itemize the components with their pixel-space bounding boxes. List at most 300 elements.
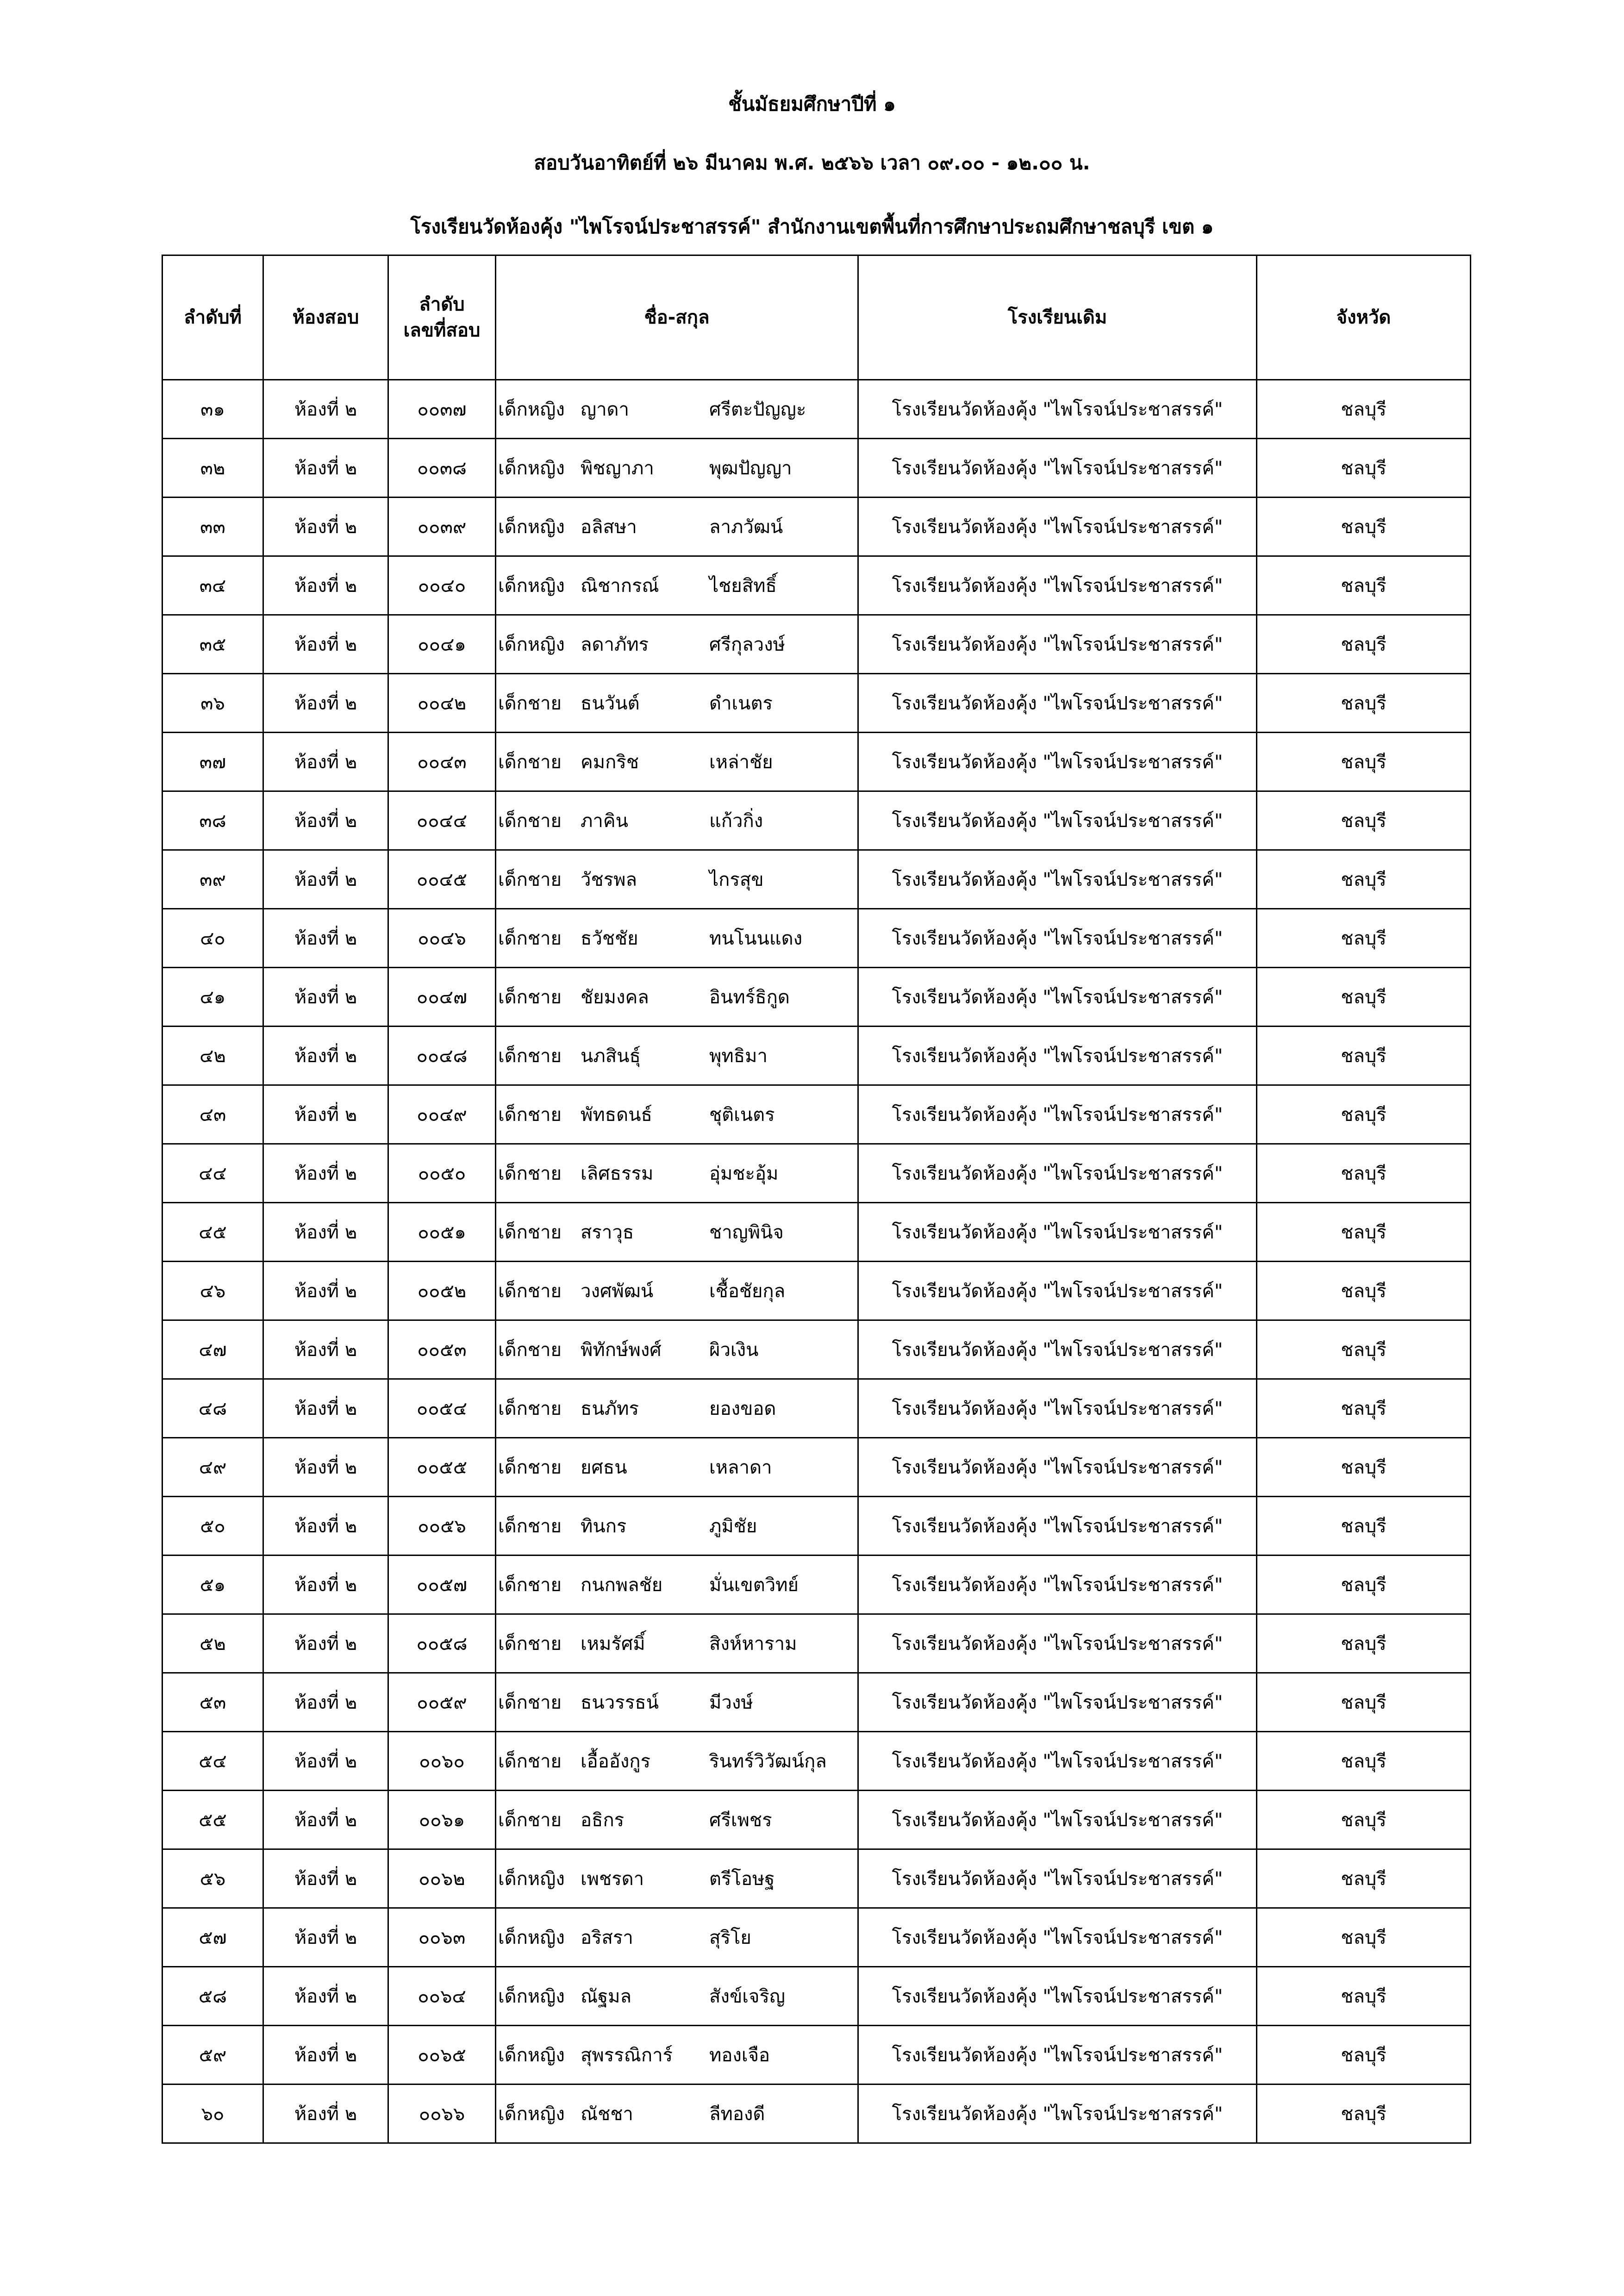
last-name: อินทร์ธิกูด — [709, 987, 790, 1008]
cell-name — [496, 1027, 858, 1085]
cell-province: ชลบุรี — [1257, 1144, 1471, 1203]
cell-province: ชลบุรี — [1257, 439, 1471, 498]
cell-no: ๓๔ — [162, 556, 263, 615]
cell-seat: ๐๐๖๐ — [388, 1732, 496, 1791]
table-row — [162, 1908, 1471, 1967]
cell-name — [496, 1438, 858, 1497]
cell-school: โรงเรียนวัดห้องคุ้ง "ไพโรจน์ประชาสรรค์" — [858, 674, 1257, 733]
cell-seat: ๐๐๕๒ — [388, 1262, 496, 1320]
name-prefix: เด็กชาย — [498, 1810, 562, 1831]
cell-province: ชลบุรี — [1257, 1556, 1471, 1614]
first-name: ญาดา — [581, 399, 629, 420]
cell-school: โรงเรียนวัดห้องคุ้ง "ไพโรจน์ประชาสรรค์" — [858, 1379, 1257, 1438]
cell-no: ๓๒ — [162, 439, 263, 498]
cell-name — [496, 674, 858, 733]
name-prefix: เด็กชาย — [498, 1339, 562, 1361]
cell-no: ๔๕ — [162, 1203, 263, 1262]
cell-room: ห้องที่ ๒ — [263, 2026, 388, 2084]
first-name: ลดาภัทร — [581, 634, 649, 655]
last-name: ยองขอด — [709, 1398, 776, 1419]
table-row — [162, 733, 1471, 791]
first-name: สราวุธ — [581, 1222, 634, 1243]
first-name: พิทักษ์พงศ์ — [581, 1339, 662, 1361]
table-row — [162, 2026, 1471, 2084]
name-prefix: เด็กชาย — [498, 1281, 562, 1302]
cell-name — [496, 1497, 858, 1556]
cell-seat: ๐๐๕๗ — [388, 1556, 496, 1614]
cell-no: ๖๐ — [162, 2084, 263, 2143]
cell-no: ๓๘ — [162, 791, 263, 850]
last-name: ลาภวัฒน์ — [709, 516, 783, 538]
cell-room: ห้องที่ ๒ — [263, 909, 388, 968]
cell-room: ห้องที่ ๒ — [263, 1379, 388, 1438]
cell-name — [496, 733, 858, 791]
first-name: เลิศธรรม — [581, 1163, 654, 1184]
name-prefix: เด็กชาย — [498, 693, 562, 714]
cell-school: โรงเรียนวัดห้องคุ้ง "ไพโรจน์ประชาสรรค์" — [858, 1967, 1257, 2026]
cell-no: ๕๐ — [162, 1497, 263, 1556]
table-row — [162, 1438, 1471, 1497]
last-name: ลีทองดี — [709, 2103, 765, 2125]
cell-school: โรงเรียนวัดห้องคุ้ง "ไพโรจน์ประชาสรรค์" — [858, 380, 1257, 439]
cell-school: โรงเรียนวัดห้องคุ้ง "ไพโรจน์ประชาสรรค์" — [858, 733, 1257, 791]
cell-name — [496, 556, 858, 615]
table-row — [162, 1203, 1471, 1262]
cell-province: ชลบุรี — [1257, 791, 1471, 850]
cell-seat: ๐๐๔๒ — [388, 674, 496, 733]
first-name: ยศธน — [581, 1457, 627, 1478]
first-name: วงศพัฒน์ — [581, 1281, 654, 1302]
cell-school: โรงเรียนวัดห้องคุ้ง "ไพโรจน์ประชาสรรค์" — [858, 1320, 1257, 1379]
cell-name — [496, 909, 858, 968]
cell-school: โรงเรียนวัดห้องคุ้ง "ไพโรจน์ประชาสรรค์" — [858, 439, 1257, 498]
cell-province: ชลบุรี — [1257, 850, 1471, 909]
table-row — [162, 1732, 1471, 1791]
first-name: ธนภัทร — [581, 1398, 639, 1419]
table-row — [162, 439, 1471, 498]
first-name: คมกริช — [581, 752, 639, 773]
table-row — [162, 1791, 1471, 1849]
cell-room: ห้องที่ ๒ — [263, 498, 388, 556]
name-prefix: เด็กหญิง — [498, 634, 565, 655]
table-row — [162, 615, 1471, 674]
cell-school: โรงเรียนวัดห้องคุ้ง "ไพโรจน์ประชาสรรค์" — [858, 1203, 1257, 1262]
exam-roster-table — [162, 255, 1471, 2144]
first-name: สุพรรณิการ์ — [581, 2045, 673, 2066]
table-row — [162, 1673, 1471, 1732]
cell-room: ห้องที่ ๒ — [263, 2084, 388, 2143]
header-name: ชื่อ-สกุล — [496, 255, 858, 380]
last-name: ภูมิชัย — [709, 1516, 757, 1537]
table-body — [162, 380, 1471, 2143]
cell-seat: ๐๐๖๑ — [388, 1791, 496, 1849]
header-province: จังหวัด — [1257, 255, 1471, 380]
cell-name — [496, 1320, 858, 1379]
cell-room: ห้องที่ ๒ — [263, 1967, 388, 2026]
cell-seat: ๐๐๕๐ — [388, 1144, 496, 1203]
first-name: อลิสษา — [581, 516, 637, 538]
first-name: เหมรัศมิ์ — [581, 1633, 645, 1655]
cell-name — [496, 791, 858, 850]
cell-province: ชลบุรี — [1257, 968, 1471, 1027]
cell-room: ห้องที่ ๒ — [263, 968, 388, 1027]
cell-seat: ๐๐๓๙ — [388, 498, 496, 556]
cell-name — [496, 615, 858, 674]
first-name: ณัฐมล — [581, 1986, 632, 2007]
cell-seat: ๐๐๔๔ — [388, 791, 496, 850]
cell-no: ๔๙ — [162, 1438, 263, 1497]
last-name: ชุติเนตร — [709, 1104, 775, 1126]
table-row — [162, 1967, 1471, 2026]
last-name: สิงห์หาราม — [709, 1633, 797, 1655]
table-row — [162, 1614, 1471, 1673]
name-prefix: เด็กชาย — [498, 1574, 562, 1596]
cell-school: โรงเรียนวัดห้องคุ้ง "ไพโรจน์ประชาสรรค์" — [858, 1262, 1257, 1320]
cell-province: ชลบุรี — [1257, 498, 1471, 556]
name-prefix: เด็กชาย — [498, 1222, 562, 1243]
name-prefix: เด็กชาย — [498, 1104, 562, 1126]
cell-province: ชลบุรี — [1257, 556, 1471, 615]
cell-no: ๕๕ — [162, 1791, 263, 1849]
table-row — [162, 1320, 1471, 1379]
cell-name — [496, 1673, 858, 1732]
cell-province: ชลบุรี — [1257, 1027, 1471, 1085]
cell-province: ชลบุรี — [1257, 733, 1471, 791]
cell-room: ห้องที่ ๒ — [263, 1085, 388, 1144]
cell-room: ห้องที่ ๒ — [263, 1262, 388, 1320]
cell-room: ห้องที่ ๒ — [263, 791, 388, 850]
cell-seat: ๐๐๖๔ — [388, 1967, 496, 2026]
cell-name — [496, 1732, 858, 1791]
table-row — [162, 498, 1471, 556]
first-name: ทินกร — [581, 1516, 627, 1537]
last-name: อุ่มชะอุ้ม — [709, 1163, 779, 1184]
cell-province: ชลบุรี — [1257, 1438, 1471, 1497]
first-name: เพชรดา — [581, 1868, 644, 1890]
cell-seat: ๐๐๔๓ — [388, 733, 496, 791]
name-prefix: เด็กชาย — [498, 1398, 562, 1419]
cell-school: โรงเรียนวัดห้องคุ้ง "ไพโรจน์ประชาสรรค์" — [858, 2026, 1257, 2084]
cell-room: ห้องที่ ๒ — [263, 1497, 388, 1556]
name-prefix: เด็กชาย — [498, 1045, 562, 1067]
cell-school: โรงเรียนวัดห้องคุ้ง "ไพโรจน์ประชาสรรค์" — [858, 1849, 1257, 1908]
last-name: ไกรสุข — [709, 869, 764, 890]
cell-seat: ๐๐๓๘ — [388, 439, 496, 498]
cell-room: ห้องที่ ๒ — [263, 1673, 388, 1732]
cell-province: ชลบุรี — [1257, 909, 1471, 968]
first-name: ณัชชา — [581, 2103, 633, 2125]
last-name: มั่นเขตวิทย์ — [709, 1574, 799, 1596]
cell-name — [496, 1791, 858, 1849]
header-seat-line2: เลขที่สอบ — [403, 320, 481, 341]
first-name: ธวัชชัย — [581, 928, 638, 949]
name-prefix: เด็กชาย — [498, 1633, 562, 1655]
last-name: เหล่าชัย — [709, 752, 773, 773]
cell-room: ห้องที่ ๒ — [263, 1027, 388, 1085]
cell-room: ห้องที่ ๒ — [263, 1320, 388, 1379]
cell-name — [496, 2026, 858, 2084]
cell-no: ๔๖ — [162, 1262, 263, 1320]
cell-room: ห้องที่ ๒ — [263, 556, 388, 615]
cell-room: ห้องที่ ๒ — [263, 1556, 388, 1614]
cell-name — [496, 1556, 858, 1614]
table-row — [162, 850, 1471, 909]
last-name: ศรีตะปัญญะ — [709, 399, 806, 420]
last-name: พุทธิมา — [709, 1045, 768, 1067]
cell-province: ชลบุรี — [1257, 1085, 1471, 1144]
last-name: ทองเจือ — [709, 2045, 770, 2066]
cell-name — [496, 1849, 858, 1908]
cell-no: ๔๘ — [162, 1379, 263, 1438]
cell-seat: ๐๐๓๗ — [388, 380, 496, 439]
last-name: รินทร์วิวัฒน์กุล — [709, 1751, 827, 1772]
cell-seat: ๐๐๕๑ — [388, 1203, 496, 1262]
cell-room: ห้องที่ ๒ — [263, 1144, 388, 1203]
cell-school: โรงเรียนวัดห้องคุ้ง "ไพโรจน์ประชาสรรค์" — [858, 615, 1257, 674]
cell-name — [496, 1614, 858, 1673]
last-name: มีวงษ์ — [709, 1692, 753, 1713]
table-row — [162, 674, 1471, 733]
cell-name — [496, 2084, 858, 2143]
cell-seat: ๐๐๕๓ — [388, 1320, 496, 1379]
cell-room: ห้องที่ ๒ — [263, 850, 388, 909]
cell-room: ห้องที่ ๒ — [263, 615, 388, 674]
cell-room: ห้องที่ ๒ — [263, 1438, 388, 1497]
table-row — [162, 791, 1471, 850]
name-prefix: เด็กชาย — [498, 928, 562, 949]
cell-no: ๕๔ — [162, 1732, 263, 1791]
last-name: ตรีโอษฐ — [709, 1868, 775, 1890]
name-prefix: เด็กชาย — [498, 1692, 562, 1713]
cell-name — [496, 1967, 858, 2026]
cell-province: ชลบุรี — [1257, 1732, 1471, 1791]
cell-name — [496, 498, 858, 556]
cell-school: โรงเรียนวัดห้องคุ้ง "ไพโรจน์ประชาสรรค์" — [858, 1908, 1257, 1967]
cell-province: ชลบุรี — [1257, 1203, 1471, 1262]
last-name: เชื้อชัยกุล — [709, 1281, 786, 1302]
cell-seat: ๐๐๔๑ — [388, 615, 496, 674]
exam-venue-line: โรงเรียนวัดห้องคุ้ง "ไพโรจน์ประชาสรรค์" สำนักงานเขตพื้นที่การศึกษาประถมศึกษาชลบุรี เขต ๑ — [410, 215, 1214, 238]
first-name: เอื้ออังกูร — [581, 1751, 650, 1772]
first-name: พิชญาภา — [581, 458, 654, 479]
table-header-row — [162, 255, 1471, 380]
cell-no: ๓๕ — [162, 615, 263, 674]
name-prefix: เด็กหญิง — [498, 1986, 565, 2007]
name-prefix: เด็กชาย — [498, 810, 562, 832]
cell-no: ๕๒ — [162, 1614, 263, 1673]
cell-room: ห้องที่ ๒ — [263, 1791, 388, 1849]
last-name: สุริโย — [709, 1927, 751, 1948]
cell-seat: ๐๐๖๖ — [388, 2084, 496, 2143]
cell-province: ชลบุรี — [1257, 1262, 1471, 1320]
cell-seat: ๐๐๔๐ — [388, 556, 496, 615]
last-name: ทนโนนแดง — [709, 928, 803, 949]
name-prefix: เด็กหญิง — [498, 1868, 565, 1890]
cell-room: ห้องที่ ๒ — [263, 1732, 388, 1791]
cell-room: ห้องที่ ๒ — [263, 1849, 388, 1908]
table-row — [162, 968, 1471, 1027]
table-row — [162, 556, 1471, 615]
name-prefix: เด็กหญิง — [498, 458, 565, 479]
last-name: แก้วกิ่ง — [709, 810, 763, 832]
first-name: กนกพลชัย — [581, 1574, 663, 1596]
cell-name — [496, 1085, 858, 1144]
header-seat — [388, 255, 496, 380]
cell-no: ๓๓ — [162, 498, 263, 556]
name-prefix: เด็กหญิง — [498, 1927, 565, 1948]
table-row — [162, 1144, 1471, 1203]
cell-province: ชลบุรี — [1257, 1379, 1471, 1438]
cell-no: ๕๙ — [162, 2026, 263, 2084]
cell-school: โรงเรียนวัดห้องคุ้ง "ไพโรจน์ประชาสรรค์" — [858, 1791, 1257, 1849]
cell-no: ๓๑ — [162, 380, 263, 439]
cell-school: โรงเรียนวัดห้องคุ้ง "ไพโรจน์ประชาสรรค์" — [858, 1732, 1257, 1791]
cell-room: ห้องที่ ๒ — [263, 1614, 388, 1673]
cell-room: ห้องที่ ๒ — [263, 1203, 388, 1262]
first-name: นภสินธุ์ — [581, 1045, 641, 1067]
name-prefix: เด็กหญิง — [498, 516, 565, 538]
name-prefix: เด็กชาย — [498, 752, 562, 773]
last-name: เหลาดา — [709, 1457, 772, 1478]
name-prefix: เด็กหญิง — [498, 2045, 565, 2066]
first-name: ภาคิน — [581, 810, 628, 832]
cell-province: ชลบุรี — [1257, 1967, 1471, 2026]
cell-room: ห้องที่ ๒ — [263, 733, 388, 791]
cell-province: ชลบุรี — [1257, 2084, 1471, 2143]
last-name: ชาญพินิจ — [709, 1222, 784, 1243]
cell-no: ๔๑ — [162, 968, 263, 1027]
cell-name — [496, 1379, 858, 1438]
cell-school: โรงเรียนวัดห้องคุ้ง "ไพโรจน์ประชาสรรค์" — [858, 1085, 1257, 1144]
header-seat-line1: ลำดับ — [419, 294, 465, 315]
cell-seat: ๐๐๔๕ — [388, 850, 496, 909]
last-name: ดำเนตร — [709, 693, 773, 714]
cell-school: โรงเรียนวัดห้องคุ้ง "ไพโรจน์ประชาสรรค์" — [858, 791, 1257, 850]
last-name: ไชยสิทธิ์ — [709, 575, 777, 597]
first-name: วัชรพล — [581, 869, 637, 890]
cell-province: ชลบุรี — [1257, 674, 1471, 733]
cell-no: ๔๒ — [162, 1027, 263, 1085]
cell-no: ๕๑ — [162, 1556, 263, 1614]
name-prefix: เด็กหญิง — [498, 575, 565, 597]
cell-seat: ๐๐๕๙ — [388, 1673, 496, 1732]
table-row — [162, 1497, 1471, 1556]
cell-no: ๔๔ — [162, 1144, 263, 1203]
cell-school: โรงเรียนวัดห้องคุ้ง "ไพโรจน์ประชาสรรค์" — [858, 2084, 1257, 2143]
first-name: ณิชากรณ์ — [581, 575, 659, 597]
cell-province: ชลบุรี — [1257, 1791, 1471, 1849]
cell-province: ชลบุรี — [1257, 2026, 1471, 2084]
cell-seat: ๐๐๕๔ — [388, 1379, 496, 1438]
name-prefix: เด็กชาย — [498, 1516, 562, 1537]
cell-seat: ๐๐๔๖ — [388, 909, 496, 968]
cell-province: ชลบุรี — [1257, 1908, 1471, 1967]
cell-seat: ๐๐๔๙ — [388, 1085, 496, 1144]
table-row — [162, 1085, 1471, 1144]
cell-name — [496, 380, 858, 439]
table-row — [162, 2084, 1471, 2143]
cell-school: โรงเรียนวัดห้องคุ้ง "ไพโรจน์ประชาสรรค์" — [858, 1673, 1257, 1732]
cell-name — [496, 968, 858, 1027]
cell-school: โรงเรียนวัดห้องคุ้ง "ไพโรจน์ประชาสรรค์" — [858, 556, 1257, 615]
cell-name — [496, 1144, 858, 1203]
cell-room: ห้องที่ ๒ — [263, 380, 388, 439]
cell-no: ๓๙ — [162, 850, 263, 909]
cell-school: โรงเรียนวัดห้องคุ้ง "ไพโรจน์ประชาสรรค์" — [858, 1438, 1257, 1497]
cell-no: ๕๗ — [162, 1908, 263, 1967]
cell-seat: ๐๐๕๘ — [388, 1614, 496, 1673]
name-prefix: เด็กชาย — [498, 1163, 562, 1184]
cell-school: โรงเรียนวัดห้องคุ้ง "ไพโรจน์ประชาสรรค์" — [858, 498, 1257, 556]
cell-seat: ๐๐๖๒ — [388, 1849, 496, 1908]
cell-no: ๕๓ — [162, 1673, 263, 1732]
last-name: ศรีเพชร — [709, 1810, 772, 1831]
cell-school: โรงเรียนวัดห้องคุ้ง "ไพโรจน์ประชาสรรค์" — [858, 1027, 1257, 1085]
cell-seat: ๐๐๔๘ — [388, 1027, 496, 1085]
cell-name — [496, 439, 858, 498]
cell-seat: ๐๐๕๖ — [388, 1497, 496, 1556]
cell-school: โรงเรียนวัดห้องคุ้ง "ไพโรจน์ประชาสรรค์" — [858, 1144, 1257, 1203]
cell-province: ชลบุรี — [1257, 380, 1471, 439]
table-row — [162, 1849, 1471, 1908]
table-row — [162, 909, 1471, 968]
cell-no: ๓๖ — [162, 674, 263, 733]
cell-name — [496, 1262, 858, 1320]
cell-room: ห้องที่ ๒ — [263, 674, 388, 733]
cell-province: ชลบุรี — [1257, 615, 1471, 674]
cell-no: ๔๐ — [162, 909, 263, 968]
cell-province: ชลบุรี — [1257, 1320, 1471, 1379]
cell-no: ๔๓ — [162, 1085, 263, 1144]
name-prefix: เด็กชาย — [498, 1457, 562, 1478]
header-school: โรงเรียนเดิม — [858, 255, 1257, 380]
cell-room: ห้องที่ ๒ — [263, 1908, 388, 1967]
first-name: ธนวรรธน์ — [581, 1692, 659, 1713]
table-row — [162, 1027, 1471, 1085]
cell-province: ชลบุรี — [1257, 1673, 1471, 1732]
name-prefix: เด็กชาย — [498, 869, 562, 890]
first-name: อธิกร — [581, 1810, 625, 1831]
cell-seat: ๐๐๖๕ — [388, 2026, 496, 2084]
last-name: พุฒปัญญา — [709, 458, 792, 479]
header-room: ห้องสอบ — [263, 255, 388, 380]
cell-school: โรงเรียนวัดห้องคุ้ง "ไพโรจน์ประชาสรรค์" — [858, 909, 1257, 968]
name-prefix: เด็กหญิง — [498, 399, 565, 420]
table-row — [162, 380, 1471, 439]
cell-province: ชลบุรี — [1257, 1849, 1471, 1908]
cell-no: ๓๗ — [162, 733, 263, 791]
table-row — [162, 1262, 1471, 1320]
cell-province: ชลบุรี — [1257, 1497, 1471, 1556]
cell-name — [496, 1203, 858, 1262]
exam-schedule-line: สอบวันอาทิตย์ที่ ๒๖ มีนาคม พ.ศ. ๒๕๖๖ เวลา ๐๙.๐๐ - ๑๒.๐๐ น. — [534, 151, 1090, 174]
cell-seat: ๐๐๕๕ — [388, 1438, 496, 1497]
cell-name — [496, 850, 858, 909]
first-name: ธนวันต์ — [581, 693, 640, 714]
cell-seat: ๐๐๔๗ — [388, 968, 496, 1027]
first-name: ชัยมงคล — [581, 987, 649, 1008]
first-name: พัทธดนธ์ — [581, 1104, 652, 1126]
cell-no: ๕๘ — [162, 1967, 263, 2026]
cell-school: โรงเรียนวัดห้องคุ้ง "ไพโรจน์ประชาสรรค์" — [858, 968, 1257, 1027]
name-prefix: เด็กหญิง — [498, 2103, 565, 2125]
last-name: ศรีกุลวงษ์ — [709, 634, 785, 655]
cell-no: ๕๖ — [162, 1849, 263, 1908]
cell-no: ๔๗ — [162, 1320, 263, 1379]
last-name: ผิวเงิน — [709, 1339, 759, 1361]
last-name: สังข์เจริญ — [709, 1986, 785, 2007]
header-no: ลำดับที่ — [162, 255, 263, 380]
